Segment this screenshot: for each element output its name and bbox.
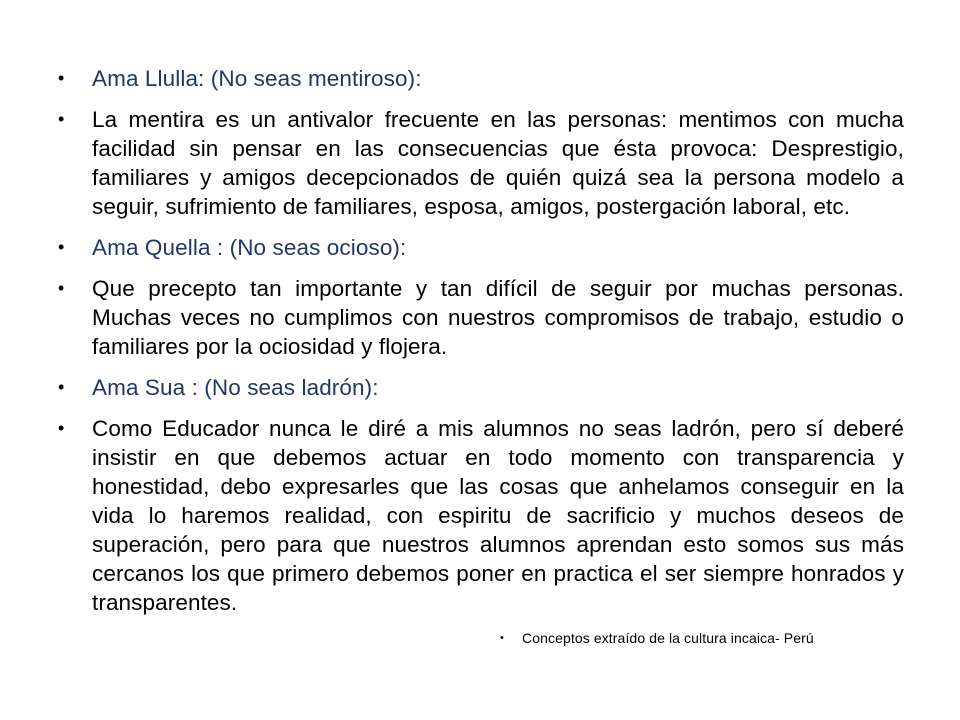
paragraph-text: La mentira es un antivalor frecuente en las personas: mentimos con mucha facilidad sin pensar en las consecuencias que ésta provoca: Desprestigio, familiares y amigos decepcionados de quién quizá sea la persona modelo a seguir, sufrimiento de familiares, esposa, amigos, postergación laboral, etc. [92,107,904,219]
paragraph-ociosidad [56,274,904,361]
bullet-dot-icon: • [58,377,65,397]
bullet-dot-icon: • [58,109,65,129]
source-note [500,629,904,647]
bullet-dot-icon: • [500,632,504,644]
paragraph-text: Como Educador nunca le diré a mis alumnos no seas ladrón, pero sí deberé insistir en que debemos actuar en todo momento con transparencia y honestidad, debo expresarles que las cosas que anhelamos conseguir en la vida lo haremos realidad, con espiritu de sacrificio y muchos deseos de superación, pero para que nuestros alumnos aprendan esto somos sus más cercanos los que primero debemos poner en practica el ser siempre honrados y transparentes. [92,416,904,615]
paragraph-text: Que precepto tan importante y tan difícil de seguir por muchas personas. Muchas veces no cumplimos con nuestros compromisos de trabajo, estudio o familiares por la ociosidad y flojera. [92,276,904,359]
heading-ama-sua [56,373,904,402]
source-note-text: Conceptos extraído de la cultura incaica- Perú [522,630,814,646]
bullet-list [56,64,904,659]
paragraph-mentira [56,105,904,221]
paragraph-educador [56,414,904,617]
heading-text: Ama Sua : (No seas ladrón): [92,375,379,400]
heading-ama-quella [56,233,904,262]
bullet-dot-icon: • [58,418,65,438]
heading-text: Ama Llulla: (No seas mentiroso): [92,66,422,91]
bullet-dot-icon: • [58,278,65,298]
bullet-dot-icon: • [58,68,65,88]
heading-text: Ama Quella : (No seas ocioso): [92,235,407,260]
bullet-dot-icon: • [58,237,65,257]
heading-ama-llulla [56,64,904,93]
